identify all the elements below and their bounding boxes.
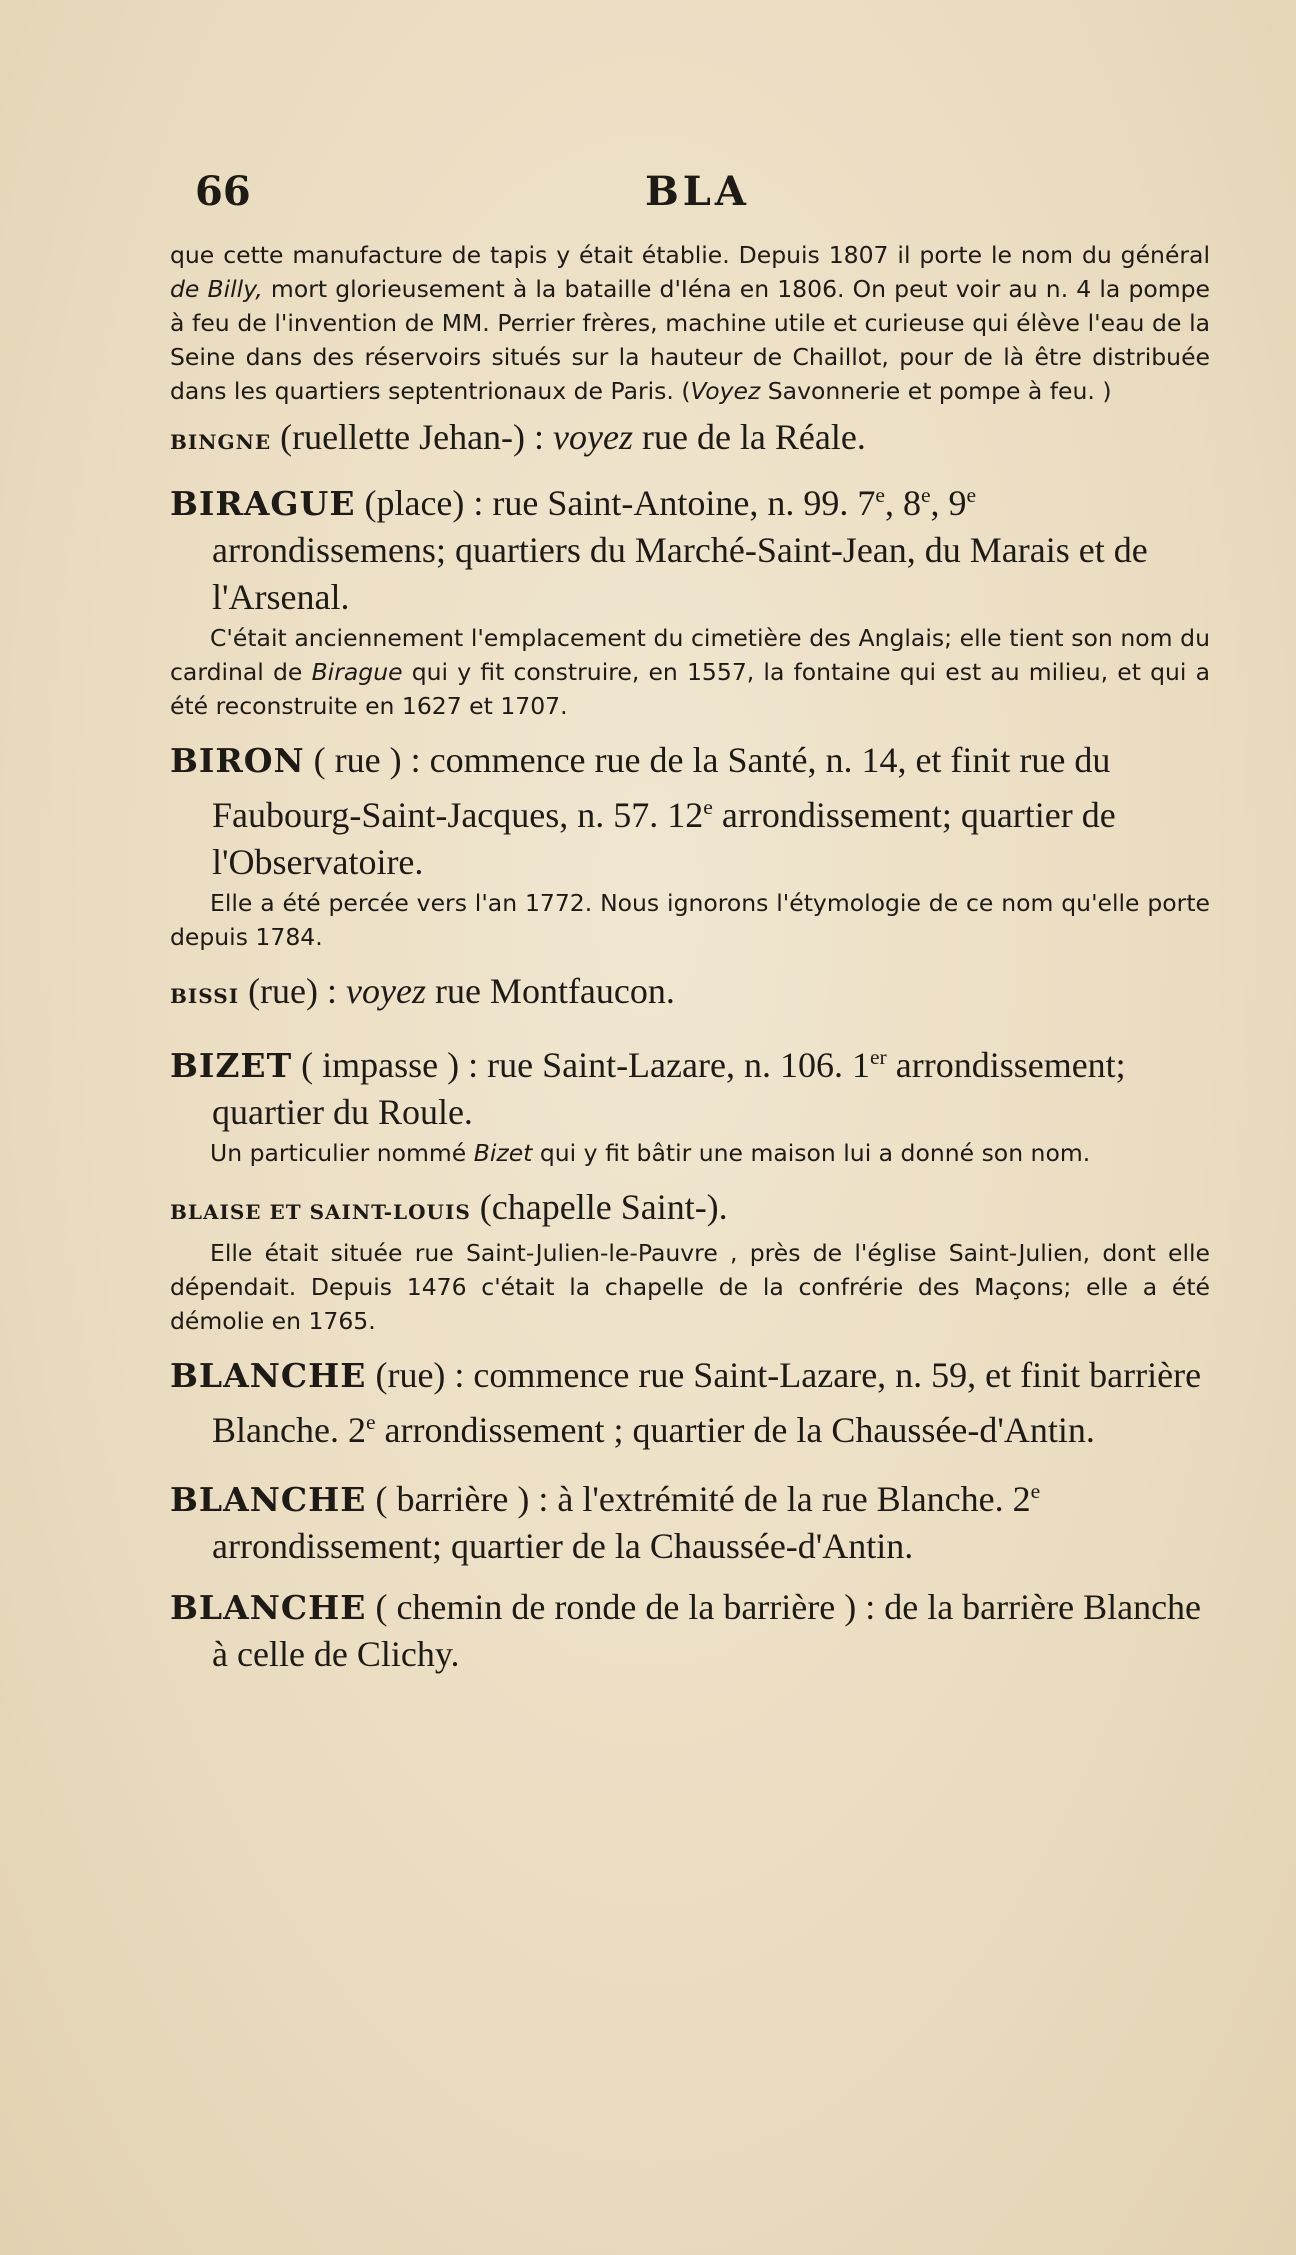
- entry-heading: BIZET: [170, 1046, 293, 1085]
- entry-heading: BIRON: [170, 741, 305, 780]
- entry-heading: BINGNE: [170, 430, 272, 454]
- entry-blaise-et-saint-louis: BLAISE ET SAINT-LOUIS (chapelle Saint-).: [170, 1187, 728, 1227]
- entry-note-bizet: Un particulier nommé Bizet qui y fit bâtir une maison lui a donné son nom.: [210, 1139, 1091, 1167]
- entry-heading: BIRAGUE: [170, 484, 356, 523]
- entry-birague: BIRAGUE (place) : rue Saint-Antoine, n. 99. 7e, 8e, 9e arrondissemens; quartiers du Marché-Saint-Jean, du Marais et de l'Arsenal.: [170, 483, 1148, 617]
- running-head: BLA: [645, 168, 750, 215]
- entry-heading: BLANCHE: [170, 1356, 367, 1395]
- page-number: 66: [195, 168, 251, 215]
- entry-blanche-barriere: BLANCHE ( barrière ) : à l'extrémité de la rue Blanche. 2e arrondissement; quartier de la Chaussée-d'Antin.: [170, 1479, 1041, 1566]
- entry-heading: BLANCHE: [170, 1588, 367, 1627]
- page-content: [170, 238, 1210, 1678]
- entry-bingne: BINGNE (ruellette Jehan-) : voyez rue de la Réale.: [170, 417, 866, 457]
- entry-heading: BISSI: [170, 984, 240, 1008]
- entry-biron: BIRON ( rue ) : commence rue de la Santé, n. 14, et finit rue du Faubourg-Saint-Jacques, n. 57. 12e arrondissement; quartier de l'Observatoire.: [170, 740, 1116, 882]
- entry-heading: BLANCHE: [170, 1480, 367, 1519]
- entry-note-birague: C'était anciennement l'emplacement du cimetière des Anglais; elle tient son nom du cardinal de Birague qui y fit construire, en 1557, la fontaine qui est au milieu, et qui a été reconstruite en 1627 et 1707.: [170, 624, 1211, 720]
- entry-note-biron: Elle a été percée vers l'an 1772. Nous ignorons l'étymologie de ce nom qu'elle porte depuis 1784.: [170, 889, 1210, 951]
- entry-blanche-chemin: BLANCHE ( chemin de ronde de la barrière ) : de la barrière Blanche à celle de Clichy.: [170, 1587, 1202, 1674]
- entry-bissi: BISSI (rue) : voyez rue Montfaucon.: [170, 971, 675, 1011]
- continued-paragraph: que cette manufacture de tapis y était établie. Depuis 1807 il porte le nom du général de Billy, mort glorieusement à la bataille d'Iéna en 1806. On peut voir au n. 4 la pompe à feu de l'invention de MM. Perrier frères, machine utile et curieuse qui élève l'eau de la Seine dans des réservoirs situés sur la hauteur de Chaillot, pour de là être distribuée dans les quartiers septentrionaux de Paris. (Voyez Savonnerie et pompe à feu. ): [170, 241, 1211, 405]
- entry-note-blaise: Elle était située rue Saint-Julien-le-Pauvre , près de l'église Saint-Julien, dont elle dépendait. Depuis 1476 c'était la chapelle de la confrérie des Maçons; elle a été démolie en 1765.: [170, 1239, 1210, 1335]
- entry-heading: BLAISE ET SAINT-LOUIS: [170, 1200, 471, 1224]
- page-header: [195, 168, 1205, 218]
- entry-blanche-rue: BLANCHE (rue) : commence rue Saint-Lazare, n. 59, et finit barrière Blanche. 2e arrondissement ; quartier de la Chaussée-d'Antin.: [170, 1355, 1202, 1450]
- entry-bizet: BIZET ( impasse ) : rue Saint-Lazare, n. 106. 1er arrondissement; quartier du Roule.: [170, 1045, 1126, 1132]
